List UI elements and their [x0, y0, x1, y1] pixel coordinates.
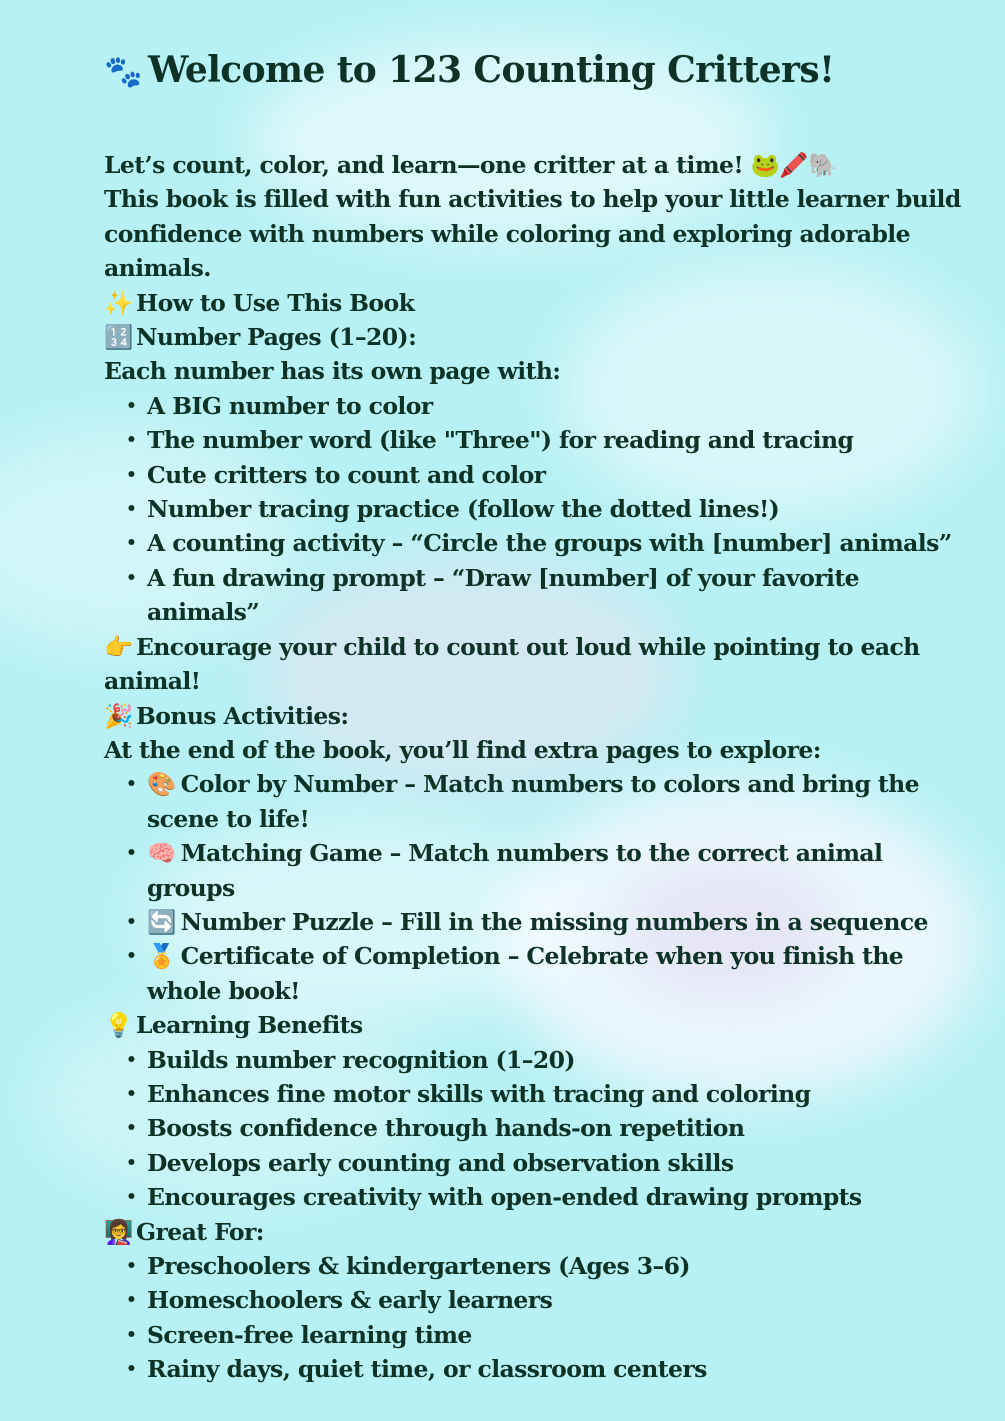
list-item: • Number tracing practice (follow the dotted lines!) — [104, 492, 964, 526]
list-item — [104, 939, 964, 1008]
benefits-list — [104, 1043, 964, 1215]
frog-crayon-elephant-icons: 🐸🖍️🐘 — [750, 151, 837, 179]
intro-text: Let’s count, color, and learn—one critter at a time! — [104, 151, 744, 179]
list-item-text: Certificate of Completion – Celebrate when you finish the whole book! — [147, 942, 904, 1005]
paw-prints-icon: 🐾 — [104, 54, 142, 90]
sparkles-icon: ✨ — [104, 288, 133, 317]
document-body — [104, 148, 964, 1387]
list-item: • Cute critters to count and color — [104, 458, 964, 492]
bonus-heading — [104, 699, 964, 733]
list-item-text: Number Puzzle – Fill in the missing numbers in a sequence — [180, 907, 928, 936]
title-text: Welcome to 123 Counting Critters! — [148, 49, 835, 91]
list-item: • Builds number recognition (1–20) — [104, 1043, 964, 1077]
benefits-heading — [104, 1008, 964, 1042]
great-for-heading — [104, 1215, 964, 1249]
intro-paragraph: This book is filled with fun activities to help your little learner build confidence with numbers while coloring and exploring adorable animals. — [104, 185, 961, 283]
number-pages-heading — [104, 320, 964, 354]
list-item-text: Matching Game – Match numbers to the correct animal groups — [147, 839, 883, 902]
list-item: • A BIG number to color — [104, 389, 964, 423]
arrows-cycle-icon: 🔄 — [147, 907, 176, 936]
palette-icon: 🎨 — [147, 770, 176, 799]
list-item: • Screen-free learning time — [104, 1318, 964, 1352]
list-item — [104, 767, 964, 836]
document-page — [104, 42, 964, 1387]
medal-icon: 🏅 — [147, 942, 176, 971]
benefits-heading-text: Learning Benefits — [136, 1011, 363, 1040]
number-pages-lead: Each number has its own page with: — [104, 357, 561, 386]
teacher-icon: 👩‍🏫 — [104, 1217, 133, 1246]
bonus-heading-text: Bonus Activities: — [136, 701, 349, 730]
list-item — [104, 836, 964, 905]
list-item: • The number word (like "Three") for reading and tracing — [104, 423, 964, 457]
list-item: • Encourages creativity with open-ended drawing prompts — [104, 1180, 964, 1214]
list-item — [104, 905, 964, 939]
list-item: • Boosts confidence through hands-on repetition — [104, 1111, 964, 1145]
bonus-list — [104, 767, 964, 1008]
brain-icon: 🧠 — [147, 839, 176, 868]
list-item: • Develops early counting and observation skills — [104, 1146, 964, 1180]
encourage-note — [104, 630, 964, 699]
number-pages-list — [104, 389, 964, 630]
intro-line — [104, 148, 964, 182]
number-pages-heading-text: Number Pages (1–20): — [136, 323, 417, 352]
encourage-text: Encourage your child to count out loud while pointing to each animal! — [104, 632, 920, 696]
numbers-icon: 🔢 — [104, 323, 133, 352]
pointing-hand-icon: 👉 — [104, 632, 133, 661]
list-item: • Homeschoolers & early learners — [104, 1283, 964, 1317]
list-item-text: Color by Number – Match numbers to colors and bring the scene to life! — [147, 770, 920, 833]
list-item: • A counting activity – “Circle the groups with [number] animals” — [104, 526, 964, 560]
how-to-heading-text: How to Use This Book — [136, 288, 415, 317]
light-bulb-icon: 💡 — [104, 1011, 133, 1040]
list-item: • A fun drawing prompt – “Draw [number] of your favorite animals” — [104, 561, 964, 630]
list-item: • Preschoolers & kindergarteners (Ages 3–6) — [104, 1249, 964, 1283]
party-popper-icon: 🎉 — [104, 701, 133, 730]
page-title — [104, 42, 964, 98]
great-for-heading-text: Great For: — [136, 1217, 264, 1246]
list-item: • Enhances fine motor skills with tracing and coloring — [104, 1077, 964, 1111]
list-item: • Rainy days, quiet time, or classroom centers — [104, 1352, 964, 1386]
great-for-list — [104, 1249, 964, 1387]
bonus-lead: At the end of the book, you’ll find extra pages to explore: — [104, 735, 821, 764]
how-to-heading — [104, 286, 964, 320]
